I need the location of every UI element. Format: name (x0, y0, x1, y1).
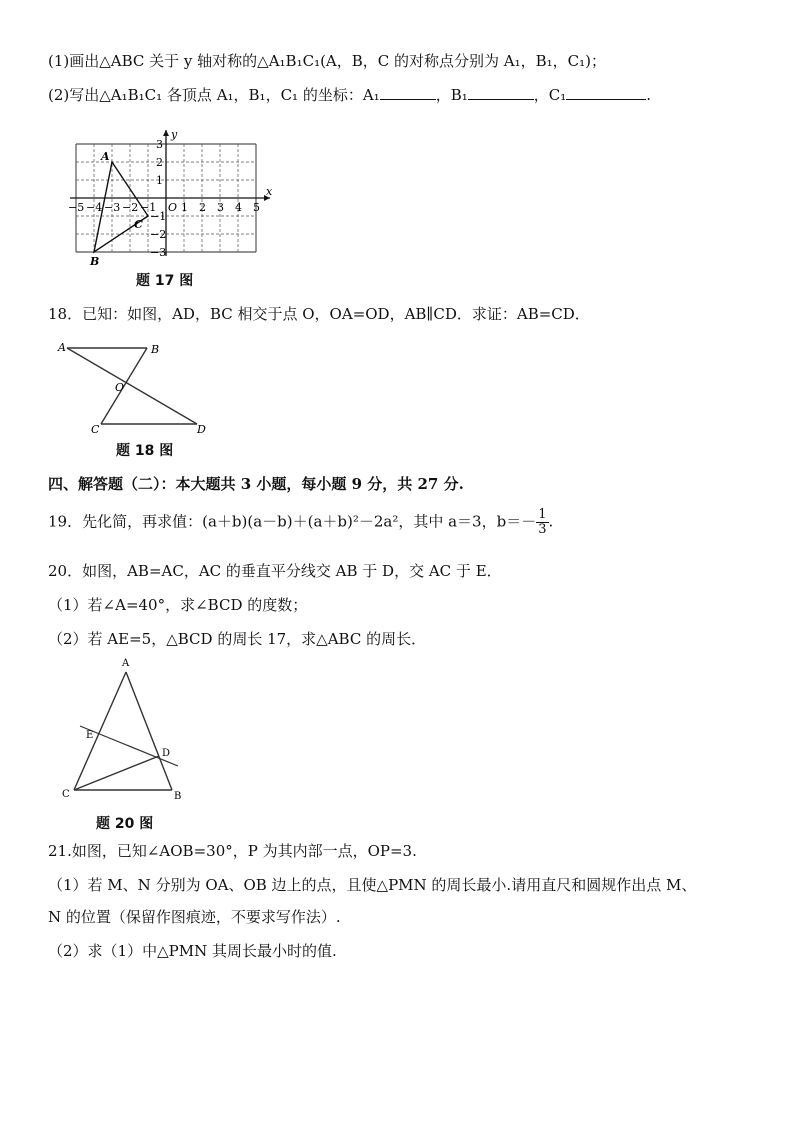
fraction-denominator: 3 (538, 522, 547, 537)
q19-expression: 19．先化简，再求值：(a＋b)(a－b)＋(a＋b)²－2a²，其中 a＝3，b＝－ (48, 512, 537, 531)
point-label-c: C (134, 218, 143, 231)
point-label-a: A (101, 150, 110, 163)
answer-blank-b1[interactable] (468, 85, 534, 100)
label-b: B (151, 343, 160, 356)
q20-caption: 题 20 图 (96, 816, 154, 832)
q18-caption: 题 18 图 (116, 443, 174, 459)
label-a: A (122, 658, 130, 669)
x-tick-label: −4 (86, 201, 103, 214)
y-tick-label: −3 (150, 246, 167, 259)
label-d: D (197, 423, 206, 436)
label-o: O (115, 381, 125, 394)
q18-figure (55, 336, 215, 436)
fraction-numerator: 1 (538, 507, 547, 522)
axes (70, 130, 270, 256)
label-c: C (91, 423, 100, 436)
x-tick-label: −2 (122, 201, 139, 214)
y-tick-label: 3 (156, 138, 163, 151)
q21-part2: （2）求（1）中△PMN 其周长最小时的值. (48, 942, 337, 960)
q17-part2-end: . (646, 86, 652, 104)
answer-blank-c1[interactable] (566, 85, 646, 100)
q17-coordinate-grid-figure (58, 118, 288, 268)
q21-part1a: （1）若 M、N 分别为 OA、OB 边上的点，且使△PMN 的周长最小.请用直尺和圆规作出点 M、 (48, 876, 697, 894)
label-a: A (58, 341, 66, 354)
answer-blank-a1[interactable] (380, 85, 436, 100)
y-tick-label: 2 (156, 156, 163, 169)
x-tick-label: 2 (199, 201, 206, 214)
origin-label: O (168, 201, 178, 214)
label-c: C (62, 789, 70, 800)
q20-part2: （2）若 AE=5，△BCD 的周长 17，求△ABC 的周长． (48, 630, 427, 648)
x-tick-label: −5 (68, 201, 85, 214)
q20-text: 20．如图，AB=AC，AC 的垂直平分线交 AB 于 D，交 AC 于 E． (48, 562, 502, 580)
q17-caption: 题 17 图 (136, 273, 194, 289)
q20-figure (58, 656, 198, 806)
q19-end: . (548, 512, 554, 531)
q17-part2-c: ，C₁ (533, 86, 567, 104)
label-d: D (162, 748, 171, 759)
q18-text: 18．已知：如图，AD，BC 相交于点 O，OA=OD，AB∥CD．求证：AB=CD． (48, 305, 590, 323)
section-heading: 四、解答题（二）：本大题共 3 小题，每小题 9 分，共 27 分. (48, 475, 464, 493)
q21-text: 21.如图，已知∠AOB=30°，P 为其内部一点，OP=3. (48, 842, 417, 860)
q17-part2-b: ，B₁ (435, 86, 468, 104)
q20-part1: （1）若∠A=40°，求∠BCD 的度数； (48, 596, 308, 614)
q17-part2 (48, 84, 651, 106)
y-tick-label: 1 (156, 174, 163, 187)
x-tick-label: 5 (253, 201, 260, 214)
label-b: B (174, 791, 182, 802)
x-axis-label: x (266, 185, 273, 198)
x-tick-label: 4 (235, 201, 242, 214)
x-tick-label: 3 (217, 201, 224, 214)
point-label-b: B (90, 255, 100, 268)
y-axis-label: y (171, 128, 178, 141)
label-e: E (86, 730, 94, 741)
q21-part1b: N 的位置（保留作图痕迹，不要求写作法）. (48, 908, 341, 926)
fraction (536, 508, 548, 537)
x-tick-label: −1 (140, 201, 157, 214)
x-tick-label: −3 (104, 201, 121, 214)
y-tick-label: −2 (150, 228, 167, 241)
q17-part2-prefix: (2)写出△A₁B₁C₁ 各顶点 A₁，B₁，C₁ 的坐标：A₁ (48, 86, 380, 104)
x-tick-label: 1 (181, 201, 188, 214)
y-tick-label: −1 (150, 210, 167, 223)
q17-part1: (1)画出△ABC 关于 y 轴对称的△A₁B₁C₁(A，B，C 的对称点分别为 A₁，B₁，C₁)； (48, 52, 607, 70)
y-axis-arrow (163, 130, 169, 136)
q19-text (48, 508, 553, 537)
